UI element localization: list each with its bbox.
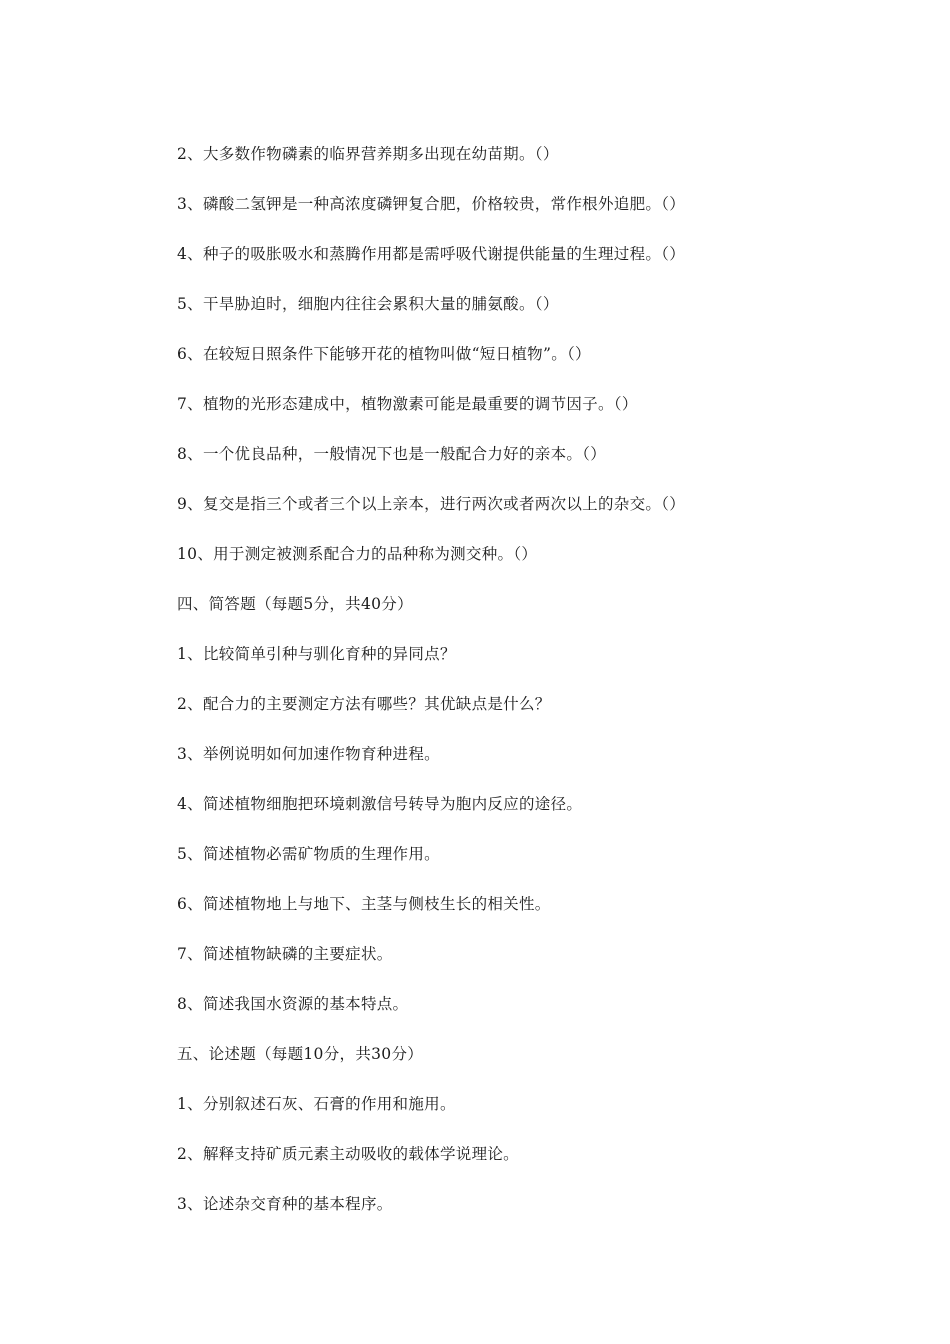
true-false-item-4: 4、种子的吸胀吸水和蒸腾作用都是需呼吸代谢提供能量的生理过程。（） bbox=[177, 245, 686, 263]
section-heading-essay: 五、论述题（每题10分，共30分） bbox=[177, 1045, 424, 1063]
true-false-item-7: 7、植物的光形态建成中，植物激素可能是最重要的调节因子。（） bbox=[177, 395, 638, 413]
true-false-item-8: 8、一个优良品种，一般情况下也是一般配合力好的亲本。（） bbox=[177, 445, 607, 463]
true-false-item-10: 10、用于测定被测系配合力的品种称为测交种。（） bbox=[177, 545, 538, 563]
essay-item-2: 2、解释支持矿质元素主动吸收的载体学说理论。 bbox=[177, 1145, 519, 1163]
short-answer-item-3: 3、举例说明如何加速作物育种进程。 bbox=[177, 745, 440, 763]
short-answer-item-7: 7、简述植物缺磷的主要症状。 bbox=[177, 945, 393, 963]
short-answer-item-8: 8、简述我国水资源的基本特点。 bbox=[177, 995, 409, 1013]
essay-item-1: 1、分别叙述石灰、石膏的作用和施用。 bbox=[177, 1095, 456, 1113]
true-false-item-9: 9、复交是指三个或者三个以上亲本，进行两次或者两次以上的杂交。（） bbox=[177, 495, 686, 513]
true-false-item-2: 2、大多数作物磷素的临界营养期多出现在幼苗期。（） bbox=[177, 145, 559, 163]
true-false-item-6: 6、在较短日照条件下能够开花的植物叫做“短日植物”。（） bbox=[177, 345, 591, 363]
short-answer-item-6: 6、简述植物地上与地下、主茎与侧枝生长的相关性。 bbox=[177, 895, 551, 913]
short-answer-item-5: 5、简述植物必需矿物质的生理作用。 bbox=[177, 845, 440, 863]
essay-item-3: 3、论述杂交育种的基本程序。 bbox=[177, 1195, 393, 1213]
document-content bbox=[177, 141, 877, 1241]
short-answer-item-4: 4、简述植物细胞把环境刺激信号转导为胞内反应的途径。 bbox=[177, 795, 583, 813]
short-answer-item-2: 2、配合力的主要测定方法有哪些？其优缺点是什么？ bbox=[177, 695, 551, 713]
true-false-item-5: 5、干旱胁迫时，细胞内往往会累积大量的脯氨酸。（） bbox=[177, 295, 559, 313]
true-false-item-3: 3、磷酸二氢钾是一种高浓度磷钾复合肥，价格较贵，常作根外追肥。（） bbox=[177, 195, 686, 213]
short-answer-item-1: 1、比较简单引种与驯化育种的异同点？ bbox=[177, 645, 456, 663]
section-heading-short-answer: 四、简答题（每题5分，共40分） bbox=[177, 595, 413, 613]
